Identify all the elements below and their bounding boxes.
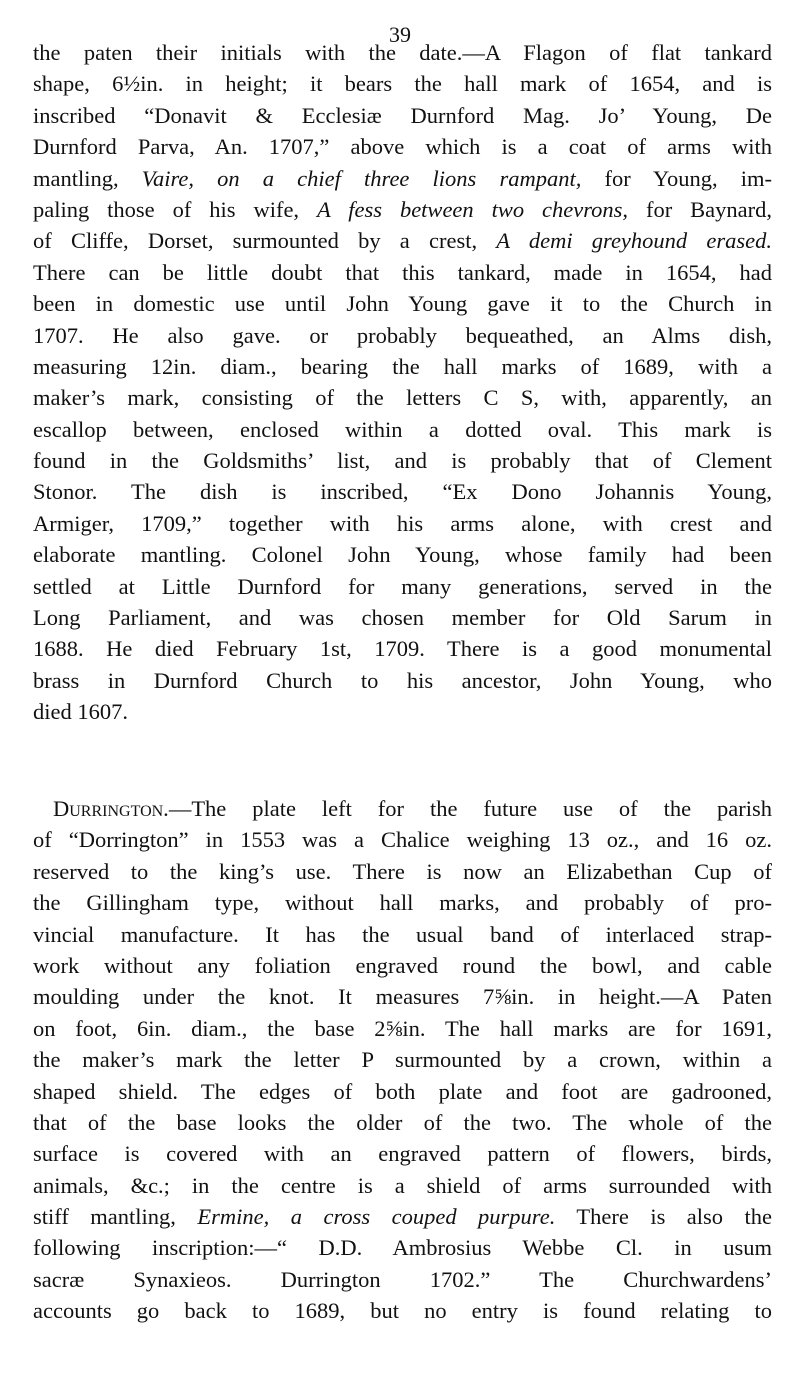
text-line	[33, 1013, 772, 1044]
text-segment: following inscription:—“ D.D. Ambrosius Webbe Cl. in usum	[33, 1235, 772, 1261]
page-number: 39	[389, 22, 411, 47]
text-line	[33, 1232, 772, 1263]
text-segment: the paten their initials with the date.—A Flagon of flat tankard	[33, 40, 772, 65]
text-line	[33, 163, 772, 194]
text-line	[33, 1170, 772, 1201]
text-line	[33, 602, 772, 633]
section-heading: Durrington.	[53, 796, 169, 821]
text-line	[33, 1107, 772, 1138]
italic-text: A demi greyhound erased.	[496, 228, 772, 254]
text-segment: 1707. He also gave. or probably bequeathed, an Alms dish,	[33, 322, 772, 348]
paragraph-young-plate	[33, 37, 772, 728]
text-line	[33, 571, 772, 602]
text-line	[33, 1138, 772, 1169]
text-segment: shape, 6½in. in height; it bears the hall mark of 1654, and is	[33, 71, 772, 97]
text-segment: found in the Goldsmiths’ list, and is probably that of Clement	[33, 448, 772, 474]
text-segment: of “Dorrington” in 1553 was a Chalice weighing 13 oz., and 16 oz.	[33, 827, 772, 853]
text-line	[33, 194, 772, 225]
text-segment: brass in Durnford Church to his ancestor, John Young, who	[33, 667, 772, 693]
text-segment: for Young, im-	[581, 165, 772, 191]
text-segment: the Gillingham type, without hall marks, and probably of pro-	[33, 890, 772, 916]
text-segment: elaborate mantling. Colonel John Young, whose family had been	[33, 542, 772, 568]
text-line	[33, 1264, 772, 1295]
text-segment: surface is covered with an engraved pattern of flowers, birds,	[33, 1141, 772, 1167]
text-line	[33, 1201, 772, 1232]
text-segment: stiff mantling,	[33, 1204, 198, 1230]
text-line	[33, 981, 772, 1012]
text-line	[33, 665, 772, 696]
text-line	[33, 382, 772, 413]
text-line	[33, 414, 772, 445]
text-segment: 1688. He died February 1st, 1709. There is a good monumental	[33, 636, 772, 662]
text-line	[33, 476, 772, 507]
text-line	[33, 37, 772, 68]
text-line	[33, 539, 772, 570]
text-segment: maker’s mark, consisting of the letters C S, with, apparently, an	[33, 385, 772, 411]
text-segment: Durnford Parva, An. 1707,” above which is a coat of arms with	[33, 134, 772, 160]
text-segment: Long Parliament, and was chosen member for Old Sarum in	[33, 605, 772, 631]
text-segment: —The plate left for the future use of the parish	[168, 796, 772, 821]
text-line	[33, 919, 772, 950]
text-line	[33, 696, 772, 727]
italic-text: A fess between two chevrons,	[317, 196, 629, 222]
text-segment: sacræ Synaxieos. Durrington 1702.” The Churchwardens’	[33, 1266, 772, 1292]
text-line	[33, 1076, 772, 1107]
text-segment: vincial manufacture. It has the usual band of interlaced strap-	[33, 921, 772, 947]
text-segment: paling those of his wife,	[33, 196, 317, 222]
text-segment: reserved to the king’s use. There is now an Elizabethan Cup of	[33, 858, 772, 884]
text-segment: the maker’s mark the letter P surmounted by a crown, within a	[33, 1047, 772, 1073]
text-line	[33, 1044, 772, 1075]
text-line	[33, 100, 772, 131]
text-segment: settled at Little Durnford for many generations, served in the	[33, 573, 772, 599]
text-segment: shaped shield. The edges of both plate and foot are gadrooned,	[33, 1078, 772, 1104]
text-line	[33, 856, 772, 887]
text-line	[33, 257, 772, 288]
text-line	[33, 351, 772, 382]
italic-text: Vaire, on a chief three lions rampant,	[141, 165, 582, 191]
text-segment: that of the base looks the older of the two. The whole of the	[33, 1109, 772, 1135]
text-segment: measuring 12in. diam., bearing the hall marks of 1689, with a	[33, 353, 772, 379]
text-line	[33, 887, 772, 918]
text-segment: mantling,	[33, 165, 142, 191]
text-line	[33, 131, 772, 162]
text-line	[33, 445, 772, 476]
text-segment: inscribed “Donavit & Ecclesiæ Durnford Mag. Jo’ Young, De	[33, 102, 772, 128]
text-line	[33, 288, 772, 319]
text-line	[33, 1295, 772, 1326]
text-line	[33, 633, 772, 664]
text-segment: There can be little doubt that this tankard, made in 1654, had	[33, 259, 772, 285]
text-segment: moulding under the knot. It measures 7⅝in. in height.—A Paten	[33, 984, 772, 1010]
text-line	[33, 824, 772, 855]
text-segment: Armiger, 1709,” together with his arms alone, with crest and	[33, 510, 772, 536]
text-segment: animals, &c.; in the centre is a shield of arms surrounded with	[33, 1172, 772, 1198]
text-segment: been in domestic use until John Young gave it to the Church in	[33, 291, 772, 317]
text-segment: accounts go back to 1689, but no entry is found relating to	[33, 1298, 772, 1324]
text-line	[33, 68, 772, 99]
text-line	[33, 508, 772, 539]
text-segment: There is also the	[555, 1204, 772, 1230]
text-line	[33, 225, 772, 256]
text-line	[33, 950, 772, 981]
text-line	[33, 320, 772, 351]
paragraph-durrington	[33, 793, 772, 1327]
italic-text: Ermine, a cross couped purpure.	[197, 1204, 556, 1230]
text-segment: for Baynard,	[628, 196, 773, 222]
text-line	[33, 793, 772, 824]
text-segment: died 1607.	[33, 699, 128, 725]
text-segment: work without any foliation engraved round the bowl, and cable	[33, 952, 772, 978]
text-segment: of Cliffe, Dorset, surmounted by a crest,	[33, 228, 497, 254]
text-segment: on foot, 6in. diam., the base 2⅝in. The hall marks are for 1691,	[33, 1015, 772, 1041]
text-segment: Stonor. The dish is inscribed, “Ex Dono Johannis Young,	[33, 479, 772, 505]
text-segment: escallop between, enclosed within a dotted oval. This mark is	[33, 416, 772, 442]
